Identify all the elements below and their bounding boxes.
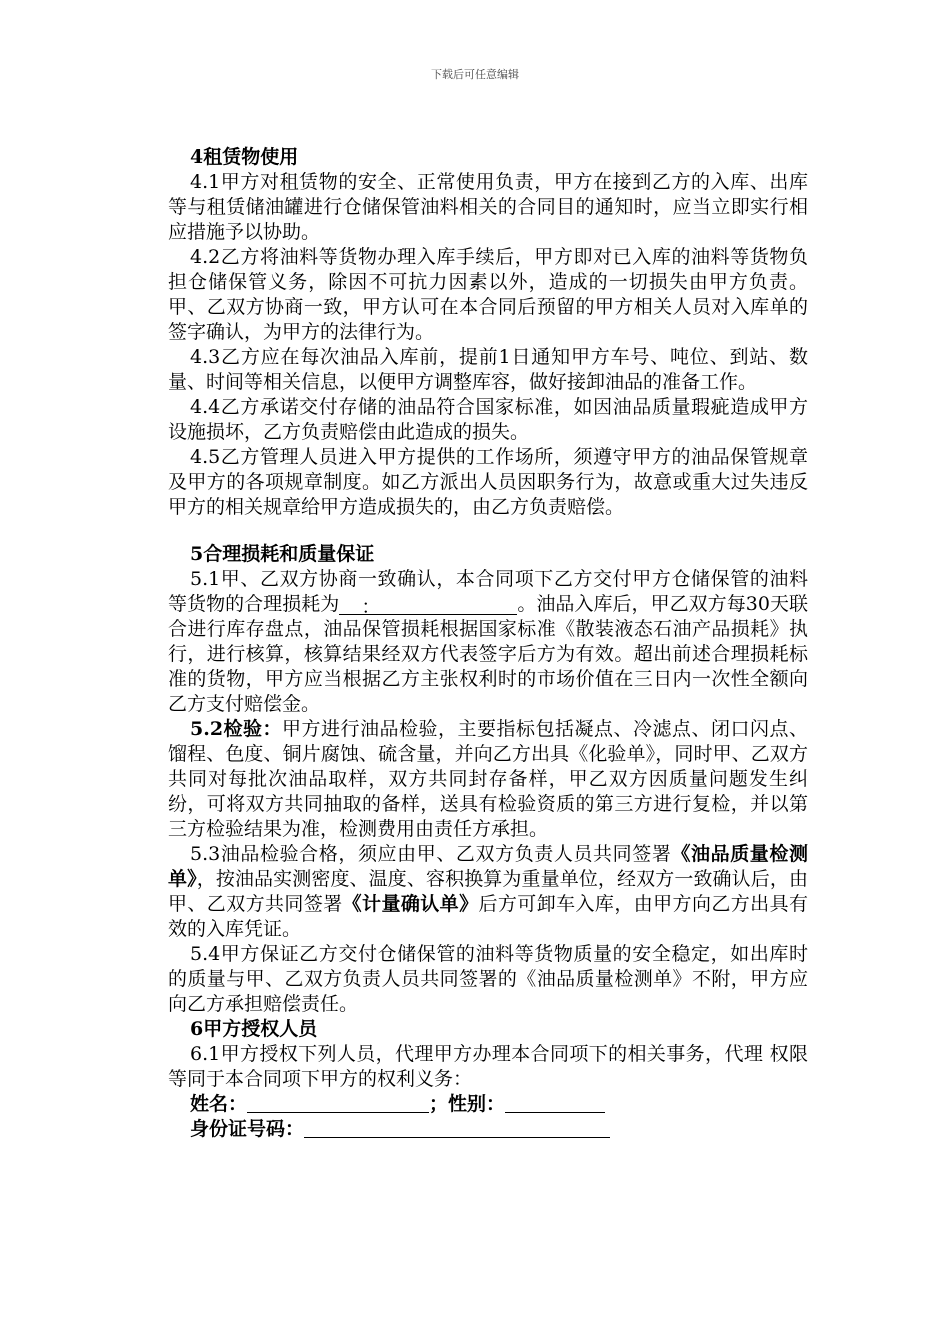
clause-5-2-label: 5.2检验：: [190, 718, 283, 740]
clause-5-1-text: 5.1甲、乙双方协商一致确认，本合同项下乙方交付甲方仓储保管的油料等货物的合理损耗为: [168, 568, 808, 615]
clause-5-3-text-a: 5.3油品检验合格，须应由甲、乙双方负责人员共同签署: [190, 843, 672, 865]
clause-5-4: 5.4甲方保证乙方交付仓储保管的油料等货物质量的安全稳定，如出库时的质量与甲、乙双方负责人员共同签署的《油品质量检测单》不附，甲方应向乙方承担赔偿责任。: [168, 943, 808, 1015]
section-4-title: 4租赁物使用: [190, 146, 299, 168]
clause-6-1: 6.1甲方授权下列人员，代理甲方办理本合同项下的相关事务，代理 权限等同于本合同项下甲方的权利义务：: [168, 1043, 808, 1090]
clause-4-3: 4.3乙方应在每次油品入库前，提前1日通知甲方车号、吨位、到站、数量、时间等相关信息，以便甲方调整库容，做好接卸油品的准备工作。: [168, 346, 808, 393]
clause-5-3: [168, 842, 808, 942]
quality-report-title: 《油品质量检测单》: [168, 843, 808, 890]
clause-4-5: 4.5乙方管理人员进入甲方提供的工作场所，须遵守甲方的油品保管规章及甲方的各项规章制度。如乙方派出人员因职务行为，故意或重大过失违反甲方的相关规章给甲方造成损失的，由乙方负责赔偿。: [168, 446, 808, 518]
clause-4-2: 4.2乙方将油料等货物办理入库手续后，甲方即对已入库的油料等货物负担仓储保管义务，除因不可抗力因素以外，造成的一切损失由甲方负责。甲、乙双方协商一致，甲方认可在本合同后预留的甲方相关人员对入库单的签字确认，为甲方的法律行为。: [168, 246, 808, 343]
document-body: [168, 145, 808, 1142]
name-gender-line: [168, 1092, 808, 1117]
section-5-title: 5合理损耗和质量保证: [190, 543, 375, 565]
id-number-line: [168, 1117, 808, 1142]
clause-4-1: 4.1甲方对租赁物的安全、正常使用负责，甲方在接到乙方的入库、出库等与租赁储油罐进行仓储保管油料相关的合同目的通知时，应当立即实行相应措施予以协助。: [168, 171, 808, 243]
clause-5-3-text-e: 后方可卸车入库，由甲方向乙方出具有效的入库凭证。: [168, 893, 808, 940]
page-header: 下载后可任意编辑: [431, 68, 519, 81]
gender-label: 性别：: [448, 1093, 506, 1115]
id-number-field[interactable]: [304, 1118, 610, 1138]
clause-5-2-text: 甲方进行油品检验，主要指标包括凝点、冷滤点、闭口闪点、馏程、色度、铜片腐蚀、硫含量，并向乙方出具《化验单》，同时甲、乙双方共同对每批次油品取样，双方共同封存备样，甲乙双方因质量问题发生纠纷，可将双方共同抽取的备样，送具有检验资质的第三方进行复检，并以第三方检验结果为准，检测费用由责任方承担。: [168, 718, 808, 840]
clause-5-3-text-c: ，按油品实测密度、温度、容积换算为重量单位，经双方一致确认后，由甲、乙双方共同签署: [168, 868, 808, 915]
gender-field[interactable]: [505, 1093, 605, 1113]
name-label: 姓名：: [190, 1093, 248, 1115]
id-label: 身份证号码：: [190, 1118, 305, 1140]
name-field[interactable]: [247, 1093, 429, 1113]
section-6-title: 6甲方授权人员: [190, 1018, 318, 1040]
field-separator: ；: [429, 1093, 449, 1115]
section-gap: [168, 520, 808, 542]
clause-5-1-rest: 。油品入库后，甲乙双方每30天联合进行库存盘点，油品保管损耗根据国家标准《散装液态石油产品损耗》执行，进行核算，核算结果经双方代表签字后方为有效。超出前述合理损耗标准的货物，甲方应当根据乙方主张权利时的市场价值在三日内一次性全额向乙方支付赔偿金。: [168, 593, 808, 715]
clause-5-2: [168, 717, 808, 842]
clause-4-4: 4.4乙方承诺交付存储的油品符合国家标准，如因油品质量瑕疵造成甲方设施损坏，乙方负责赔偿由此造成的损失。: [168, 396, 808, 443]
loss-rate-colon: ：: [361, 596, 381, 618]
measurement-confirm-title: 《计量确认单》: [342, 893, 479, 915]
loss-rate-blank[interactable]: [339, 595, 517, 618]
clause-5-1: [168, 567, 808, 717]
